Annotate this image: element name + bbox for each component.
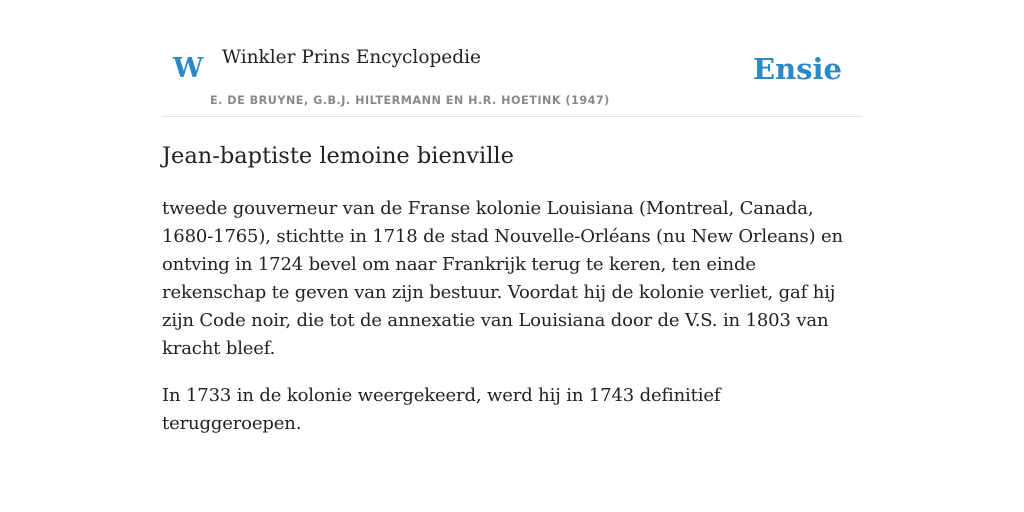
article-body [162,195,862,438]
source-header [162,0,862,117]
source-logo-icon: W [173,53,204,84]
source-authors: E. DE BRUYNE, G.B.J. HILTERMANN EN H.R. HOETINK (1947) [210,94,610,107]
article-title: Jean-baptiste lemoine bienville [162,143,514,169]
source-title-link[interactable]: Winkler Prins Encyclopedie [222,47,481,68]
article-paragraph: In 1733 in de kolonie weergekeerd, werd hij in 1743 definitief teruggeroepen. [162,385,721,434]
brand-logo-link[interactable]: Ensie [753,52,842,86]
page [162,0,862,457]
article-paragraph: tweede gouverneur van de Franse kolonie Louisiana (Montreal, Canada, 1680-1765), stichtte in 1718 de stad Nouvelle-Orléans (nu New Orleans) en ontving in 1724 bevel om naar Frankrijk terug te keren, ten einde rekenschap te geven van zijn bestuur. Voordat hij de kolonie verliet, gaf hij zijn Code noir, die tot de annexatie van Louisiana door de V.S. in 1803 van kracht bleef. [162,198,843,359]
